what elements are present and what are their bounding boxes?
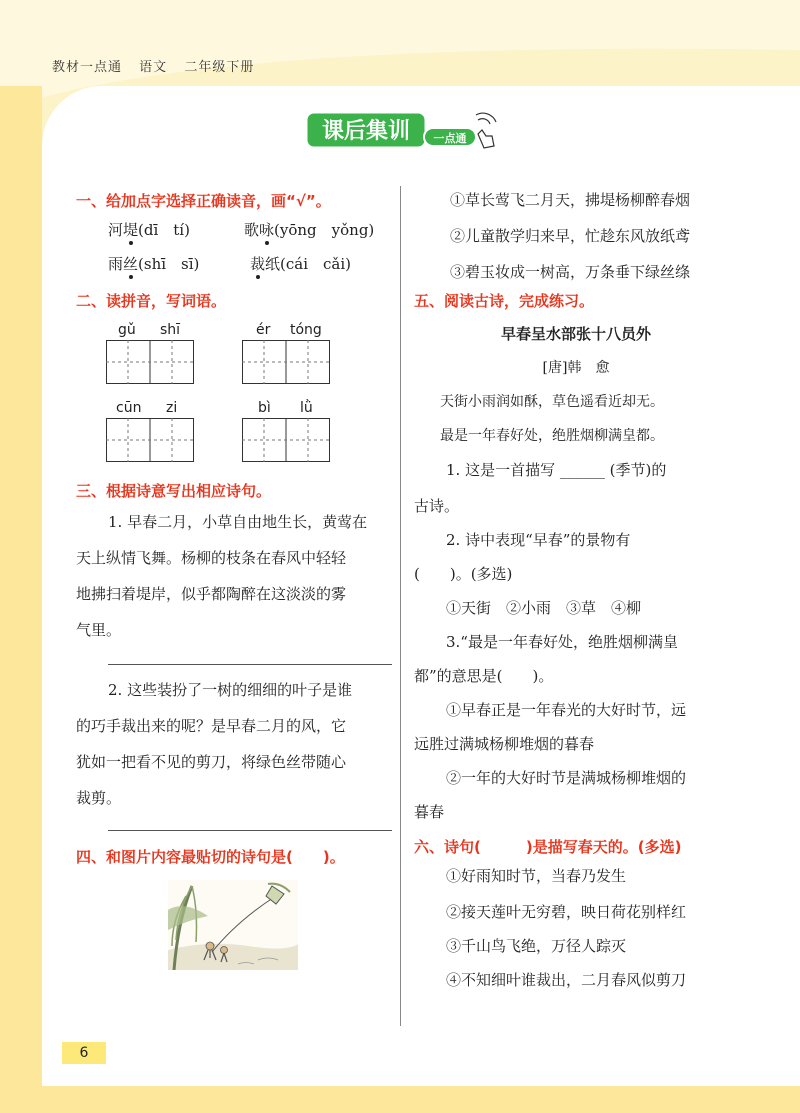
pinyin-2a: ér — [256, 322, 271, 338]
q4-option-1[interactable]: ①草长莺飞二月天，拂堤杨柳醉春烟 — [450, 191, 691, 209]
series-name: 教材一点通 — [52, 60, 123, 75]
writing-grid-2[interactable] — [242, 340, 330, 384]
section-banner — [300, 106, 510, 162]
q3-p2-line2: 的巧手裁出来的呢？是早春二月的风，它 — [76, 717, 347, 735]
q3-p1-line2: 天上纵情飞舞。杨柳的枝条在春风中轻轻 — [76, 549, 347, 567]
q4-option-2[interactable]: ②儿童散学归来早，忙趁东风放纸鸢 — [450, 227, 691, 245]
writing-grid-1[interactable] — [106, 340, 194, 384]
pinyin-1b: shī — [160, 322, 181, 338]
page-number: 6 — [62, 1042, 106, 1064]
q3-p1-line1: 1. 早春二月，小草自由地生长，黄莺在 — [108, 513, 368, 531]
q3-heading: 三、根据诗意写出相应诗句。 — [76, 482, 272, 500]
q5-q2-line1: 2. 诗中表现“早春”的景物有 — [446, 531, 631, 549]
page-header — [52, 56, 266, 75]
q1-item-1: 河堤(dī tí) — [108, 221, 190, 239]
pinyin-1a: gǔ — [118, 322, 136, 338]
poem-line-2: 最是一年春好处，绝胜烟柳满皇都。 — [440, 428, 664, 444]
q5-q3-option1-line2[interactable]: 远胜过满城杨柳堆烟的暮春 — [414, 735, 595, 753]
q4-option-3[interactable]: ③碧玉妆成一树高，万条垂下绿丝绦 — [450, 263, 691, 281]
writing-grid-3[interactable] — [106, 418, 194, 462]
writing-grid-4[interactable] — [242, 418, 330, 462]
pinyin-3a: cūn — [116, 400, 142, 416]
q6-option-3[interactable]: ③千山鸟飞绝，万径人踪灭 — [446, 937, 627, 955]
q5-q1-line2: 古诗。 — [414, 497, 460, 515]
q6-heading: 六、诗句( )是描写春天的。(多选) — [414, 838, 682, 856]
poem-author: [唐]韩 愈 — [542, 360, 610, 376]
subject-name: 语文 — [139, 60, 168, 75]
q5-q3-line2: 都”的意思是( )。 — [414, 667, 554, 685]
q1-heading: 一、给加点字选择正确读音，画“√”。 — [76, 192, 331, 210]
q5-q1-line1: 1. 这是一首描写 ______ (季节)的 — [446, 461, 667, 479]
q3-p2-line4: 裁剪。 — [76, 789, 122, 807]
q1-item-3: 雨丝(shī sī) — [108, 255, 200, 273]
q4-heading: 四、和图片内容最贴切的诗句是( )。 — [76, 848, 345, 866]
q5-heading: 五、阅读古诗，完成练习。 — [414, 292, 595, 310]
q5-q3-option2-line1[interactable]: ②一年的大好时节是满城杨柳堆烟的 — [446, 769, 687, 787]
column-divider — [400, 186, 401, 1026]
pointer-hand-icon — [476, 113, 496, 148]
pinyin-3b: zi — [166, 400, 178, 416]
poem-line-1: 天街小雨润如酥，草色遥看近却无。 — [440, 394, 664, 410]
pinyin-4b: lǜ — [300, 400, 313, 416]
q6-option-1[interactable]: ①好雨知时节，当春乃发生 — [446, 867, 627, 885]
q3-answer-line-1[interactable] — [108, 664, 392, 665]
pinyin-4a: bì — [258, 400, 271, 416]
q3-p2-line1: 2. 这些装扮了一树的细细的叶子是谁 — [108, 681, 353, 699]
banner-title: 课后集训 — [321, 119, 411, 144]
q1-item-2: 歌咏(yōng yǒng) — [244, 221, 375, 239]
pinyin-2b: tóng — [290, 322, 322, 338]
kite-illustration-image — [168, 880, 298, 970]
q3-p2-line3: 犹如一把看不见的剪刀，将绿色丝带随心 — [76, 753, 347, 771]
q6-option-2[interactable]: ②接天莲叶无穷碧，映日荷花别样红 — [446, 903, 687, 921]
q3-answer-line-2[interactable] — [108, 830, 392, 831]
banner-tag: 一点通 — [433, 132, 467, 145]
q2-heading: 二、读拼音，写词语。 — [76, 292, 227, 310]
q3-p1-line4: 气里。 — [76, 621, 122, 639]
q5-q2-line2: ( )。(多选) — [414, 565, 513, 583]
q3-p1-line3: 地拂扫着堤岸，似乎都陶醉在这淡淡的雾 — [76, 585, 347, 603]
q5-q3-option1-line1[interactable]: ①早春正是一年春光的大好时节，远 — [446, 701, 687, 719]
grade-name: 二年级下册 — [184, 60, 255, 75]
q5-q3-line1: 3.“最是一年春好处，绝胜烟柳满皇 — [446, 633, 678, 651]
poem-title: 早春呈水部张十八员外 — [500, 325, 651, 343]
q6-option-4[interactable]: ④不知细叶谁裁出，二月春风似剪刀 — [446, 971, 687, 989]
q5-q2-options[interactable]: ①天街 ②小雨 ③草 ④柳 — [446, 599, 642, 617]
q1-item-4: 裁纸(cái cǎi) — [250, 255, 352, 273]
q5-q3-option2-line2[interactable]: 暮春 — [414, 803, 445, 821]
